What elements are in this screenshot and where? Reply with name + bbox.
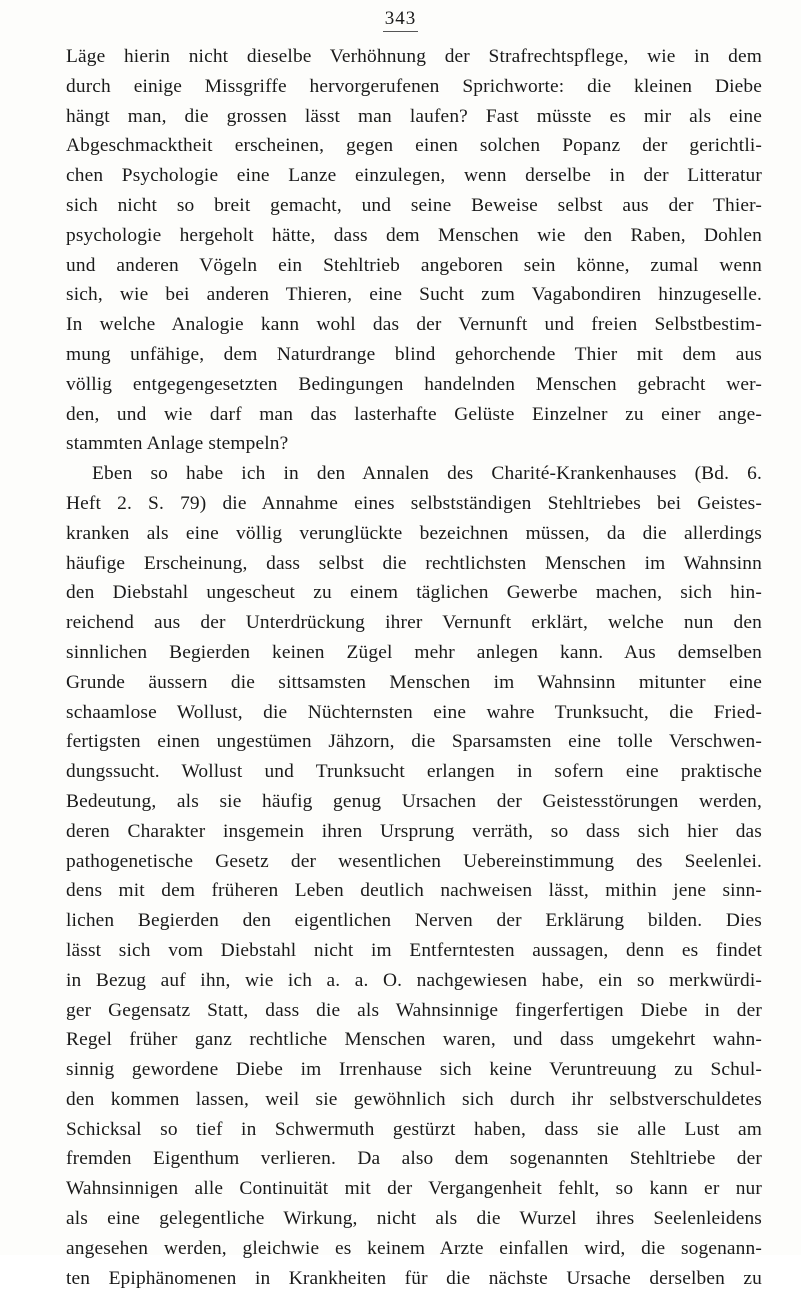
text-line: Heft 2. S. 79) die Annahme eines selbstständigen Stehltriebes bei Geistes- xyxy=(66,492,762,514)
text-line: Bedeutung, als sie häufig genug Ursachen der Geistesstörungen werden, xyxy=(66,790,762,812)
text-line: Eben so habe ich in den Annalen des Charité-Krankenhauses (Bd. 6. xyxy=(92,463,762,485)
text-line: Abgeschmacktheit erscheinen, gegen einen solchen Popanz der gerichtli- xyxy=(66,135,762,157)
text-line: sinnig gewordene Diebe im Irrenhause sich keine Veruntreuung zu Schul- xyxy=(66,1059,762,1081)
text-line: Schicksal so tief in Schwermuth gestürzt haben, dass sie alle Lust am xyxy=(66,1118,762,1140)
text-line: Wahnsinnigen alle Continuität mit der Vergangenheit fehlt, so kann er nur xyxy=(66,1178,762,1200)
text-line: ten Epiphänomenen in Krankheiten für die nächste Ursache derselben zu xyxy=(66,1267,762,1289)
text-line: den, und wie darf man das lasterhafte Gelüste Einzelner zu einer ange- xyxy=(66,403,762,425)
text-line: lichen Begierden den eigentlichen Nerven der Erklärung bilden. Dies xyxy=(66,910,762,932)
text-line: Regel früher ganz rechtliche Menschen waren, und dass umgekehrt wahn- xyxy=(66,1029,762,1051)
text-line: kranken als eine völlig verunglückte bezeichnen müssen, da die allerdings xyxy=(66,522,762,544)
text-line: hängt man, die grossen lässt man laufen? Fast müsste es mir als eine xyxy=(66,105,762,127)
text-line: chen Psychologie eine Lanze einzulegen, wenn derselbe in der Litteratur xyxy=(66,165,762,187)
text-line: In welche Analogie kann wohl das der Vernunft und freien Selbstbestim- xyxy=(66,314,762,336)
text-line: Grunde äussern die sittsamsten Menschen im Wahnsinn mitunter eine xyxy=(66,671,762,693)
text-line: reichend aus der Unterdrückung ihrer Vernunft erklärt, welche nun den xyxy=(66,612,762,634)
body-text xyxy=(66,42,762,1293)
text-line: angesehen werden, gleichwie es keinem Arzte einfallen wird, die sogenann- xyxy=(66,1237,762,1259)
text-line: dungssucht. Wollust und Trunksucht erlangen in sofern eine praktische xyxy=(66,761,762,783)
text-line: stammten Anlage stempeln? xyxy=(66,433,289,455)
text-line: sich, wie bei anderen Thieren, eine Sucht zum Vagabondiren hinzugeselle. xyxy=(66,284,762,306)
text-line: ger Gegensatz Statt, dass die als Wahnsinnige fingerfertigen Diebe in der xyxy=(66,999,762,1021)
text-line: fremden Eigenthum verlieren. Da also dem sogenannten Stehltriebe der xyxy=(66,1148,762,1170)
text-line: und anderen Vögeln ein Stehltrieb angeboren sein könne, zumal wenn xyxy=(66,254,762,276)
text-line: mung unfähige, dem Naturdrange blind gehorchende Thier mit dem aus xyxy=(66,343,762,365)
text-line: sich nicht so breit gemacht, und seine Beweise selbst aus der Thier- xyxy=(66,194,762,216)
page-number xyxy=(0,8,801,32)
text-line: völlig entgegengesetzten Bedingungen handelnden Menschen gebracht wer- xyxy=(66,373,762,395)
text-line: sinnlichen Begierden keinen Zügel mehr anlegen kann. Aus demselben xyxy=(66,641,762,663)
text-line: als eine gelegentliche Wirkung, nicht als die Wurzel ihres Seelenleidens xyxy=(66,1208,762,1230)
text-line: Läge hierin nicht dieselbe Verhöhnung der Strafrechtspflege, wie in dem xyxy=(66,46,762,67)
text-line: deren Charakter insgemein ihren Ursprung verräth, so dass sich hier das xyxy=(66,820,762,842)
text-line: dens mit dem früheren Leben deutlich nachweisen lässt, mithin jene sinn- xyxy=(66,880,762,902)
text-line: in Bezug auf ihn, wie ich a. a. O. nachgewiesen habe, ein so merkwürdi- xyxy=(66,969,762,991)
page-number-text: 343 xyxy=(383,8,419,32)
text-line: psychologie hergeholt hätte, dass dem Menschen wie den Raben, Dohlen xyxy=(66,224,762,246)
text-line: pathogenetische Gesetz der wesentlichen Uebereinstimmung des Seelenlei. xyxy=(66,850,762,872)
text-line: fertigsten einen ungestümen Jähzorn, die Sparsamsten eine tolle Verschwen- xyxy=(66,731,762,753)
text-line: schaamlose Wollust, die Nüchternsten eine wahre Trunksucht, die Fried- xyxy=(66,701,762,723)
text-line: den Diebstahl ungescheut zu einem täglichen Gewerbe machen, sich hin- xyxy=(66,582,762,604)
text-line: durch einige Missgriffe hervorgerufenen Sprichworte: die kleinen Diebe xyxy=(66,75,762,97)
text-line: lässt sich vom Diebstahl nicht im Entferntesten aussagen, denn es findet xyxy=(66,939,762,961)
text-line: den kommen lassen, weil sie gewöhnlich sich durch ihr selbstverschuldetes xyxy=(66,1088,762,1110)
text-line: häufige Erscheinung, dass selbst die rechtlichsten Menschen im Wahnsinn xyxy=(66,552,762,574)
